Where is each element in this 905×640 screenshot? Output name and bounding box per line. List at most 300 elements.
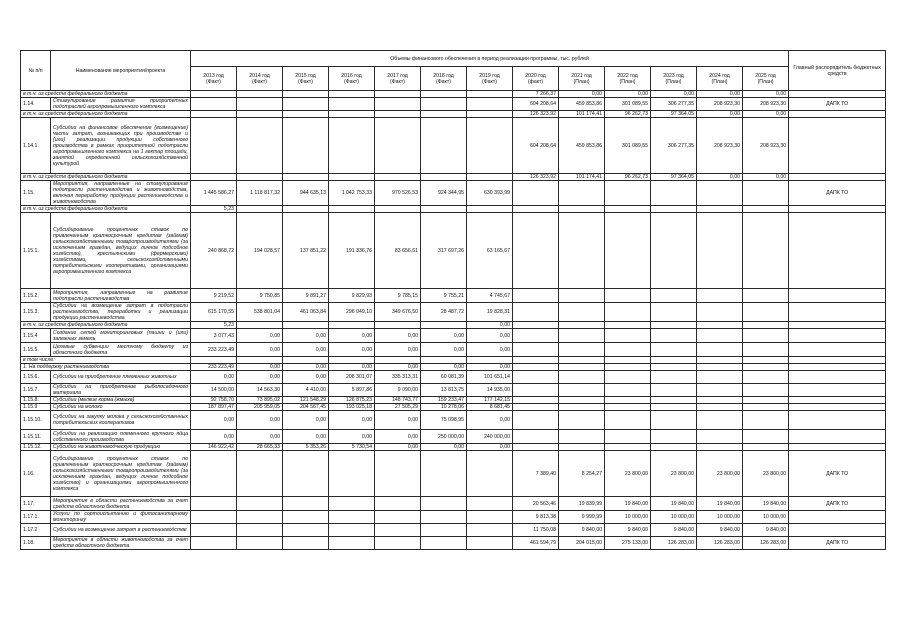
main-distributor-cell (789, 206, 886, 213)
row-name: Мероприятия, направленные на стимулирование подотрасли растениеводства и животноводства, включая переработку продукции растениеводства и животноводства (51, 181, 191, 206)
row-number: 1.18. (21, 537, 51, 550)
value-cell (651, 289, 697, 303)
value-cell (237, 118, 283, 174)
value-cell: 0,00 (421, 343, 467, 357)
table-row (21, 213, 886, 289)
value-cell (559, 289, 605, 303)
value-cell: 461 594,79 (513, 537, 559, 550)
value-cell: 924 344,95 (421, 181, 467, 206)
value-cell: 459 853,86 (559, 98, 605, 111)
value-cell: 208 301,07 (329, 371, 375, 384)
value-cell: 0,00 (375, 329, 421, 343)
value-cell: 0,00 (237, 329, 283, 343)
value-cell (513, 384, 559, 397)
value-cell: 538 801,04 (237, 303, 283, 322)
value-cell: 461 063,84 (283, 303, 329, 322)
value-cell (237, 497, 283, 511)
value-cell (329, 91, 375, 98)
value-cell: 1 042 753,33 (329, 181, 375, 206)
value-cell (605, 397, 651, 404)
table-note-row (21, 91, 886, 98)
value-cell: 5,23 (191, 206, 237, 213)
value-cell (375, 524, 421, 537)
header-name: Наименование мероприятия/проекта (51, 51, 191, 91)
value-cell (513, 397, 559, 404)
value-cell (513, 329, 559, 343)
value-cell: 9 785,15 (375, 289, 421, 303)
value-cell (375, 111, 421, 118)
value-cell: 0,00 (329, 430, 375, 444)
value-cell (605, 404, 651, 411)
value-cell: 126 323,92 (513, 174, 559, 181)
table-row (21, 118, 886, 174)
value-cell: 0,00 (697, 91, 743, 98)
value-cell: 9 840,00 (605, 524, 651, 537)
value-cell: 23 800,00 (651, 451, 697, 497)
value-cell (559, 430, 605, 444)
row-number: 1.15.11. (21, 430, 51, 444)
value-cell: 8 681,45 (467, 404, 513, 411)
main-distributor-cell (789, 329, 886, 343)
row-name: Целевые субвенции местному бюджету из областного бюджета (51, 343, 191, 357)
value-cell: 193 025,18 (329, 404, 375, 411)
value-cell: 0,00 (559, 91, 605, 98)
value-cell (697, 384, 743, 397)
table-note-row (21, 174, 886, 181)
value-cell (467, 118, 513, 174)
value-cell (513, 404, 559, 411)
value-cell: 0,00 (237, 364, 283, 371)
value-cell: 0,00 (421, 364, 467, 371)
main-distributor-cell (789, 91, 886, 98)
note-label: в т.ч. из средств федерального бюджета (21, 91, 191, 98)
header-year: 2013 год (Факт) (191, 67, 237, 91)
value-cell: 19 840,00 (605, 497, 651, 511)
row-name: Мероприятия, направленные на развитие подотрасли растениеводства (51, 289, 191, 303)
table-row (21, 98, 886, 111)
value-cell (283, 206, 329, 213)
value-cell (697, 181, 743, 206)
row-number: 1.15.10. (21, 411, 51, 430)
value-cell: 0,00 (467, 322, 513, 329)
value-cell: 19 840,00 (651, 497, 697, 511)
value-cell: 73 895,02 (237, 397, 283, 404)
value-cell (513, 303, 559, 322)
row-name: Субсидии (мелкие корма (жмыха) (51, 397, 191, 404)
value-cell (605, 357, 651, 364)
value-cell: 63 165,67 (467, 213, 513, 289)
value-cell: 0,00 (651, 91, 697, 98)
value-cell: 0,00 (329, 343, 375, 357)
value-cell: 97 364,05 (651, 174, 697, 181)
value-cell: 240 000,00 (467, 430, 513, 444)
value-cell (191, 111, 237, 118)
value-cell (467, 497, 513, 511)
main-distributor-cell (789, 213, 886, 289)
row-number: 1.15. (21, 181, 51, 206)
row-number: 1.15.6. (21, 371, 51, 384)
value-cell: 101 651,14 (467, 371, 513, 384)
value-cell: 101 174,41 (559, 111, 605, 118)
value-cell: 0,00 (467, 329, 513, 343)
header-year: 2024 год (План) (697, 67, 743, 91)
value-cell: 28 665,33 (237, 444, 283, 451)
value-cell: 8 254,27 (559, 451, 605, 497)
value-cell: 9 891,27 (283, 289, 329, 303)
value-cell (605, 303, 651, 322)
value-cell (743, 329, 789, 343)
value-cell (237, 524, 283, 537)
value-cell (421, 111, 467, 118)
value-cell: 5 730,54 (329, 444, 375, 451)
note-label: в том числе: (21, 357, 191, 364)
value-cell (191, 511, 237, 524)
value-cell (697, 371, 743, 384)
value-cell (375, 357, 421, 364)
value-cell (329, 111, 375, 118)
header-year: 2021 год (План) (559, 67, 605, 91)
value-cell (743, 289, 789, 303)
value-cell (559, 364, 605, 371)
main-distributor-cell (789, 511, 886, 524)
value-cell: 459 853,86 (559, 118, 605, 174)
value-cell (467, 111, 513, 118)
value-cell (467, 451, 513, 497)
value-cell: 177 142,15 (467, 397, 513, 404)
value-cell (283, 174, 329, 181)
value-cell (513, 213, 559, 289)
main-distributor-cell (789, 524, 886, 537)
value-cell (651, 444, 697, 451)
value-cell: 630 393,99 (467, 181, 513, 206)
value-cell: 0,00 (375, 444, 421, 451)
value-cell: 250 000,00 (421, 430, 467, 444)
value-cell (605, 430, 651, 444)
value-cell (559, 206, 605, 213)
value-cell: 204 015,00 (559, 537, 605, 550)
value-cell (697, 329, 743, 343)
value-cell: 187 897,47 (191, 404, 237, 411)
table-row (21, 289, 886, 303)
value-cell (743, 444, 789, 451)
table-row (21, 329, 886, 343)
value-cell: 191 336,76 (329, 213, 375, 289)
value-cell (237, 537, 283, 550)
value-cell (743, 430, 789, 444)
value-cell: 0,00 (467, 411, 513, 430)
value-cell (329, 511, 375, 524)
value-cell (467, 357, 513, 364)
value-cell (743, 303, 789, 322)
value-cell: 301 089,55 (605, 118, 651, 174)
row-number: 1.15.2. (21, 289, 51, 303)
value-cell (513, 206, 559, 213)
row-name: Субсидии на молоко (51, 404, 191, 411)
value-cell (559, 329, 605, 343)
value-cell (375, 451, 421, 497)
value-cell (329, 322, 375, 329)
value-cell (605, 213, 651, 289)
row-number: 1.17. (21, 497, 51, 511)
value-cell: 0,00 (697, 111, 743, 118)
value-cell (559, 343, 605, 357)
value-cell: 301 089,55 (605, 98, 651, 111)
header-year: 2017 год (Факт) (375, 67, 421, 91)
row-name: Субсидирование процентных ставок по привлеченным краткосрочным кредитам (займам) сельскохозяйственными товаропроизводителями (за исключением граждан, ведущих личное подсобное хозяйство), крестьянскими (фермерскими) хозяйствами, сельскохозяйственными потребительскими кооперативами, организациями агропромышленного комплекса (51, 213, 191, 289)
value-cell: 121 548,29 (283, 397, 329, 404)
table-row (21, 537, 886, 550)
main-distributor-cell (789, 430, 886, 444)
value-cell (743, 181, 789, 206)
value-cell: 0,00 (605, 91, 651, 98)
main-distributor-cell: ДАПК ТО (789, 451, 886, 497)
value-cell: 9 829,93 (329, 289, 375, 303)
value-cell: 9 750,85 (237, 289, 283, 303)
value-cell: 205 959,05 (237, 404, 283, 411)
main-distributor-cell (789, 322, 886, 329)
value-cell: 0,00 (191, 430, 237, 444)
value-cell: 233 223,49 (191, 364, 237, 371)
value-cell (559, 303, 605, 322)
value-cell (743, 322, 789, 329)
table-row (21, 384, 886, 397)
value-cell (191, 451, 237, 497)
value-cell: 137 851,22 (283, 213, 329, 289)
value-cell (375, 537, 421, 550)
value-cell (743, 206, 789, 213)
value-cell (743, 404, 789, 411)
value-cell (559, 371, 605, 384)
value-cell (697, 289, 743, 303)
value-cell: 4 410,00 (283, 384, 329, 397)
value-cell (283, 118, 329, 174)
value-cell: 126 283,00 (697, 537, 743, 550)
value-cell (651, 303, 697, 322)
row-name: Субсидии на реализацию племенного крупного яйца собственного производства (51, 430, 191, 444)
main-distributor-cell (789, 397, 886, 404)
note-label: в т.ч. из средств федерального бюджета (21, 322, 191, 329)
row-name: Субсидирование процентных ставок по привлеченным краткосрочным кредитам (займам) сельскохозяйственными товаропроизводителями (за исключением граждан, ведущих личное подсобное хозяйство) и организациями агропромышленного комплекса (51, 451, 191, 497)
value-cell: 0,00 (421, 329, 467, 343)
value-cell: 0,00 (283, 411, 329, 430)
value-cell (559, 404, 605, 411)
value-cell (329, 206, 375, 213)
table-row (21, 397, 886, 404)
value-cell: 60 081,39 (421, 371, 467, 384)
value-cell: 240 868,72 (191, 213, 237, 289)
value-cell: 0,00 (237, 411, 283, 430)
value-cell (421, 118, 467, 174)
value-cell (651, 430, 697, 444)
main-distributor-cell: ДАПК ТО (789, 537, 886, 550)
value-cell (329, 174, 375, 181)
value-cell (237, 174, 283, 181)
note-label: в т.ч. из средств федерального бюджета (21, 174, 191, 181)
value-cell (513, 364, 559, 371)
value-cell (467, 91, 513, 98)
value-cell (651, 384, 697, 397)
value-cell: 83 656,61 (375, 213, 421, 289)
value-cell (283, 511, 329, 524)
row-name: Субсидии на животноводческую продукцию (51, 444, 191, 451)
main-distributor-cell (789, 111, 886, 118)
main-distributor-cell: ДАПК ТО (789, 181, 886, 206)
row-name: Субсидии на закупку молока у сельскохозяйственных потребительских кооперативов (51, 411, 191, 430)
row-name: Субсидии на приобретение племенных животных (51, 371, 191, 384)
value-cell: 0,00 (375, 364, 421, 371)
value-cell: 208 923,30 (697, 98, 743, 111)
value-cell (283, 451, 329, 497)
value-cell (237, 511, 283, 524)
value-cell: 0,00 (283, 343, 329, 357)
value-cell (467, 537, 513, 550)
value-cell (421, 451, 467, 497)
row-number: 1.15.9 (21, 404, 51, 411)
value-cell (421, 511, 467, 524)
value-cell (421, 98, 467, 111)
value-cell: 146 922,42 (191, 444, 237, 451)
value-cell (605, 364, 651, 371)
header-year: 2015 год (Факт) (283, 67, 329, 91)
row-number: 1.15.3. (21, 303, 51, 322)
table-body (21, 91, 886, 550)
value-cell (191, 91, 237, 98)
value-cell (283, 111, 329, 118)
row-number: 1.17.2 (21, 524, 51, 537)
value-cell: 0,00 (237, 430, 283, 444)
value-cell: 194 028,57 (237, 213, 283, 289)
row-number: 1.15.8. (21, 397, 51, 404)
value-cell (283, 91, 329, 98)
main-distributor-cell (789, 303, 886, 322)
value-cell: 349 676,50 (375, 303, 421, 322)
value-cell: 75 098,95 (421, 411, 467, 430)
value-cell (559, 181, 605, 206)
value-cell (421, 206, 467, 213)
value-cell: 0,00 (329, 411, 375, 430)
header-year: 2014 год (Факт) (237, 67, 283, 91)
value-cell: 0,00 (329, 329, 375, 343)
value-cell (375, 118, 421, 174)
value-cell (697, 213, 743, 289)
value-cell (283, 537, 329, 550)
value-cell: 5 353,26 (283, 444, 329, 451)
value-cell (743, 343, 789, 357)
main-distributor-cell (789, 174, 886, 181)
value-cell: 20 563,46 (513, 497, 559, 511)
value-cell: 19 840,00 (743, 497, 789, 511)
row-number: 1.17.1. (21, 511, 51, 524)
value-cell: 0,00 (283, 329, 329, 343)
table-header (21, 51, 886, 91)
value-cell: 306 277,35 (651, 98, 697, 111)
value-cell: 7 389,40 (513, 451, 559, 497)
value-cell: 204 567,45 (283, 404, 329, 411)
value-cell: 0,00 (743, 174, 789, 181)
value-cell: 28 487,72 (421, 303, 467, 322)
value-cell (651, 404, 697, 411)
row-number: 1.15.7. (21, 384, 51, 397)
value-cell (375, 206, 421, 213)
value-cell: 0,00 (329, 364, 375, 371)
value-cell (743, 357, 789, 364)
value-cell: 208 923,30 (743, 98, 789, 111)
value-cell (697, 397, 743, 404)
value-cell (559, 322, 605, 329)
row-name: Стимулирование развития приоритетных подотраслей агропромышленного комплекса (51, 98, 191, 111)
value-cell: 9 840,00 (651, 524, 697, 537)
note-label: в т.ч. из средств федерального бюджета (21, 111, 191, 118)
main-distributor-cell (789, 343, 886, 357)
value-cell: 0,00 (467, 364, 513, 371)
table-row (21, 430, 886, 444)
note-label: в т.ч. из средств федерального бюджета (21, 206, 191, 213)
value-cell (191, 174, 237, 181)
value-cell: 9 755,21 (421, 289, 467, 303)
main-distributor-cell (789, 118, 886, 174)
value-cell (697, 364, 743, 371)
value-cell (421, 174, 467, 181)
value-cell: 604 208,64 (513, 118, 559, 174)
value-cell: 10 278,06 (421, 404, 467, 411)
note-label: 1. На поддержку растениеводства (21, 364, 191, 371)
value-cell: 126 323,92 (513, 111, 559, 118)
value-cell: 604 208,64 (513, 98, 559, 111)
value-cell (651, 343, 697, 357)
row-name: Мероприятия в области растениеводства за счет средств областного бюджета (51, 497, 191, 511)
value-cell (513, 181, 559, 206)
value-cell (421, 91, 467, 98)
value-cell (513, 289, 559, 303)
value-cell (375, 98, 421, 111)
header-year: 2019 год (Факт) (467, 67, 513, 91)
value-cell (697, 411, 743, 430)
value-cell (467, 174, 513, 181)
row-name: Субсидии на возмещение затрат в растениеводстве (51, 524, 191, 537)
value-cell (743, 384, 789, 397)
value-cell: 0,00 (743, 111, 789, 118)
value-cell (375, 511, 421, 524)
value-cell: 23 800,00 (697, 451, 743, 497)
value-cell: 19 839,99 (559, 497, 605, 511)
value-cell (513, 411, 559, 430)
row-number: 1.15.1. (21, 213, 51, 289)
row-name: Субсидии на возмещение затрат в подотрасли растениеводства, переработки и реализации продукции растениеводства (51, 303, 191, 322)
value-cell: 96 262,73 (605, 111, 651, 118)
value-cell (605, 343, 651, 357)
value-cell: 208 923,30 (743, 118, 789, 174)
value-cell (697, 430, 743, 444)
value-cell (697, 357, 743, 364)
value-cell (283, 524, 329, 537)
value-cell: 0,00 (237, 371, 283, 384)
header-year: 2018 год (Факт) (421, 67, 467, 91)
value-cell (605, 444, 651, 451)
main-distributor-cell (789, 357, 886, 364)
table-row (21, 181, 886, 206)
value-cell: 10 000,00 (605, 511, 651, 524)
value-cell (329, 497, 375, 511)
table-row (21, 451, 886, 497)
table-row (21, 411, 886, 430)
value-cell (421, 524, 467, 537)
value-cell (651, 329, 697, 343)
value-cell: 159 233,47 (421, 397, 467, 404)
value-cell (375, 322, 421, 329)
value-cell (651, 397, 697, 404)
value-cell: 0,00 (283, 430, 329, 444)
table-note-row (21, 364, 886, 371)
